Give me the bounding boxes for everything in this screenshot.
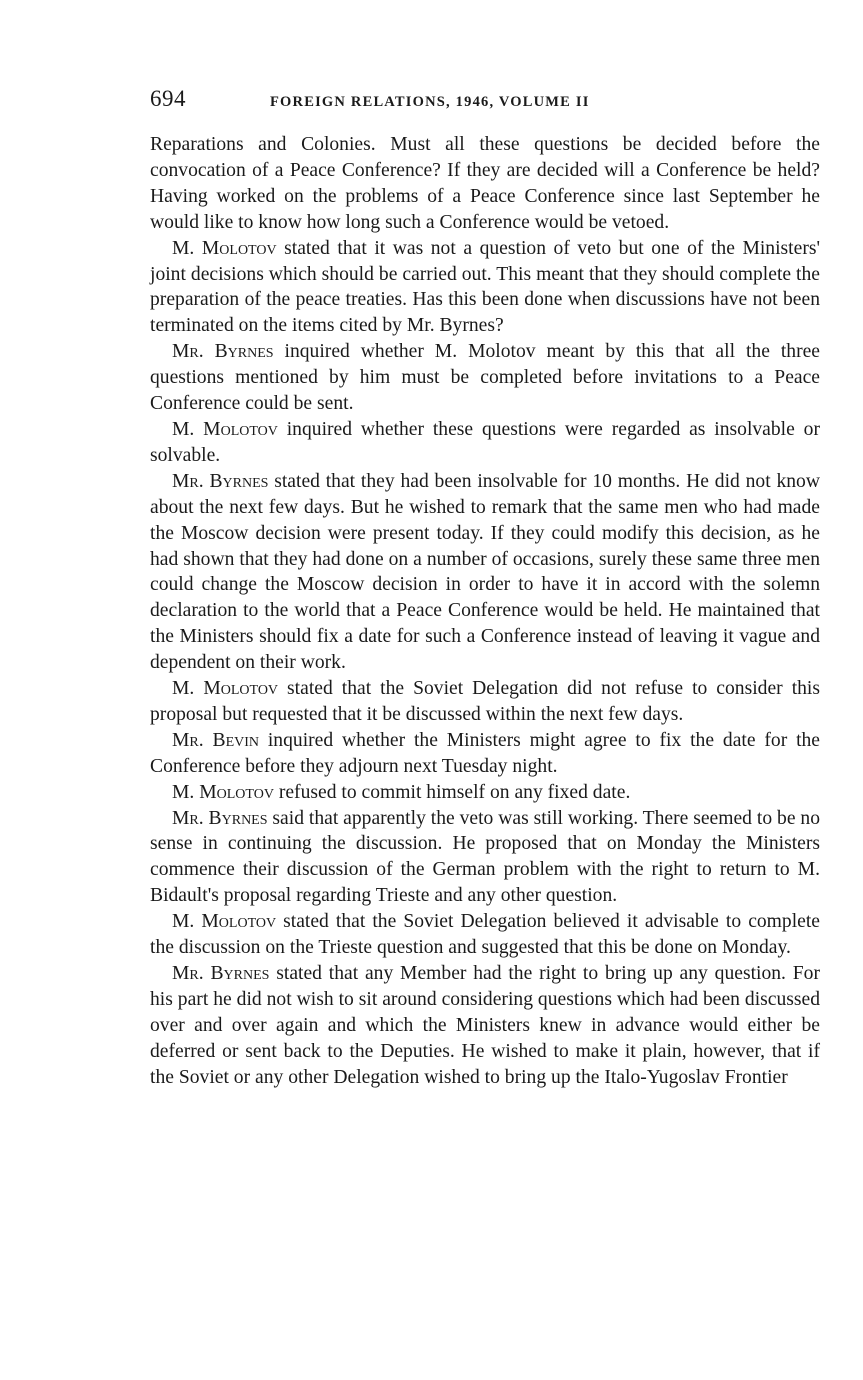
speaker-name: M. Molotov [172,237,277,259]
paragraph-text: stated that it was not a question of veto but one of the Ministers' joint decisions which should be carried out. This meant that they should complete the preparation of the peace treaties. Has this been done when discussions have not been terminated on the items cited by Mr. Byrnes? [150,237,820,337]
paragraph [150,780,820,806]
paragraph [150,961,820,1091]
paragraph-text: inquired whether these questions were regarded as insolvable or solvable. [150,418,820,466]
paragraph [150,417,820,469]
paragraph-text: refused to commit himself on any fixed date. [273,781,631,803]
paragraph-text: said that apparently the veto was still working. There seemed to be no sense in continuing the discussion. He proposed that on Monday the Ministers commence their discussion of the German problem with the right to return to M. Bidault's proposal regarding Trieste and any other question. [150,807,821,907]
paragraph-text: Reparations and Colonies. Must all these questions be decided before the convocation of a Peace Conference? If they are decided will a Conference be held? Having worked on the problems of a Peace Conference since last September he would like to know how long such a Conference would be vetoed. [150,134,820,233]
speaker-name: M. Molotov [172,781,274,803]
speaker-name: Mr. Byrnes [172,470,269,492]
paragraph [150,806,820,910]
paragraph-text: stated that the Soviet Delegation believed it advisable to complete the discussion on the Trieste question and suggested that this be done on Monday. [150,911,820,959]
running-head: FOREIGN RELATIONS, 1946, VOLUME II [270,94,590,110]
paragraph [150,339,820,417]
paragraph-text: stated that they had been insolvable for 10 months. He did not know about the next few days. But he wished to remark that the same men who had made the Moscow decision were present today. If they could modify this decision, as he had shown that they had done on a number of occasions, surely these same three men could change the Moscow decision in order to have it in accord with the solemn declaration to the world that a Peace Conference would be held. He maintained that the Ministers should fix a date for such a Conference instead of leaving it vague and dependent on their work. [150,470,820,674]
paragraph-text: stated that any Member had the right to bring up any question. For his part he did not wish to sit around considering questions which had been discussed over and over again and which the Ministers knew in advance would either be deferred or sent back to the Deputies. He wished to make it plain, however, that if the Soviet or any other Delegation wished to bring up the Italo-Yugoslav Frontier [150,963,820,1088]
paragraph-text: inquired whether M. Molotov meant by this that all the three questions mentioned by him must be completed before invitations to a Peace Conference could be sent. [150,341,820,415]
speaker-name: Mr. Byrnes [172,341,274,363]
speaker-name: Mr. Bevin [172,729,260,751]
paragraph-text: stated that the Soviet Delegation did not refuse to consider this proposal but requested that it be discussed within the next few days. [150,678,821,725]
paragraph [150,909,820,961]
speaker-name: Mr. Byrnes [172,807,268,829]
paragraph [150,132,820,236]
body-text [150,132,820,1091]
speaker-name: Mr. Byrnes [172,963,270,984]
document-page [150,86,820,1091]
paragraph [150,728,820,780]
speaker-name: M. Molotov [172,678,279,700]
paragraph [150,236,820,340]
paragraph-text: inquired whether the Ministers might agree to fix the date for the Conference before they adjourn next Tuesday night. [150,729,821,777]
speaker-name: M. Molotov [172,911,277,933]
speaker-name: M. Molotov [172,418,278,440]
page-number: 694 [150,86,186,111]
page-header [150,86,820,116]
paragraph [150,676,820,728]
paragraph [150,469,820,676]
